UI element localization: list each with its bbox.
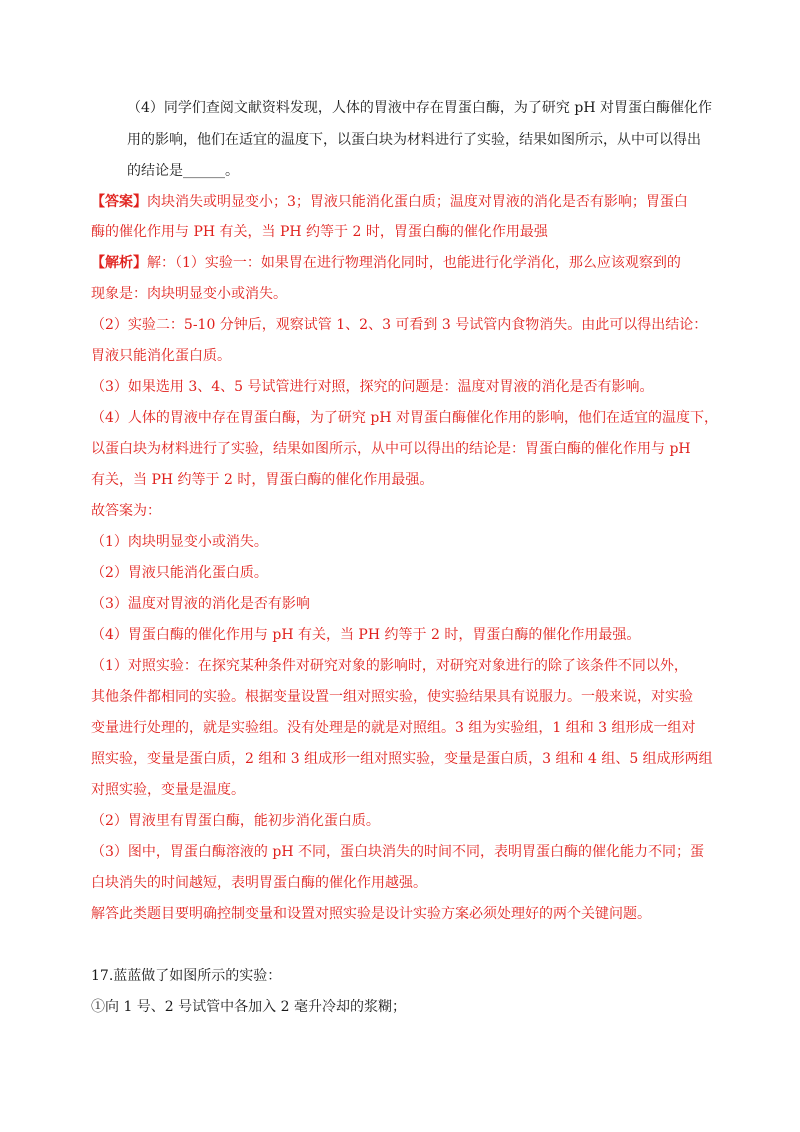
analysis-line-19: （2）胃液里有胃蛋白酶，能初步消化蛋白质。 <box>91 813 380 829</box>
answer-line-2: 酶的催化作用与 PH 有关，当 PH 约等于 2 时，胃蛋白酶的催化作用最强 <box>91 224 548 240</box>
analysis-line-8: 有关，当 PH 约等于 2 时，胃蛋白酶的催化作用最强。 <box>91 472 434 488</box>
analysis-line-2: 现象是：肉块明显变小或消失。 <box>91 286 287 302</box>
analysis-line-14: （1）对照实验：在探究某种条件对研究对象的影响时，对研究对象进行的除了该条件不同以外， <box>91 658 688 674</box>
analysis-line-16: 变量进行处理的，就是实验组。没有处理是的就是对照组。3 组为实验组，1 组和 3 组形成一组对 <box>91 720 696 736</box>
analysis-line-5: （3）如果选用 3、4、5 号试管进行对照，探究的问题是：温度对胃液的消化是否有影响。 <box>91 379 654 395</box>
question-line-2: 用的影响，他们在适宜的温度下，以蛋白块为材料进行了实验，结果如图所示，从中可以得出 <box>127 132 701 148</box>
analysis-text-1: 解：（1）实验一：如果胃在进行物理消化同时，也能进行化学消化，那么应该观察到的 <box>147 255 681 271</box>
analysis-line-13: （4）胃蛋白酶的催化作用与 pH 有关，当 PH 约等于 2 时，胃蛋白酶的催化作用最强。 <box>91 627 641 643</box>
analysis-tag: 【解析】 <box>91 255 147 271</box>
analysis-line-7: 以蛋白块为材料进行了实验，结果如图所示，从中可以得出的结论是：胃蛋白酶的催化作用与 pH <box>91 441 691 457</box>
analysis-line-21: 白块消失的时间越短，表明胃蛋白酶的催化作用越强。 <box>91 875 427 891</box>
analysis-line-1 <box>91 254 681 272</box>
analysis-line-20: （3）图中，胃蛋白酶溶液的 pH 不同，蛋白块消失的时间不同，表明胃蛋白酶的催化能力不同；蛋 <box>91 844 704 860</box>
analysis-line-11: （2）胃液只能消化蛋白质。 <box>91 565 268 581</box>
analysis-line-9: 故答案为： <box>91 503 161 519</box>
analysis-line-10: （1）肉块明显变小或消失。 <box>91 534 268 550</box>
analysis-line-12: （3）温度对胃液的消化是否有影响 <box>91 596 310 612</box>
question-line-3: 的结论是______。 <box>127 163 239 179</box>
analysis-line-6: （4）人体的胃液中存在胃蛋白酶，为了研究 pH 对胃蛋白酶催化作用的影响，他们在适宜的温度下， <box>91 410 718 426</box>
question-line-1: （4）同学们查阅文献资料发现，人体的胃液中存在胃蛋白酶，为了研究 pH 对胃蛋白酶催化作 <box>127 100 712 116</box>
question-17-line-2: ①向 1 号、2 号试管中各加入 2 毫升冷却的浆糊； <box>91 999 406 1015</box>
analysis-line-22: 解答此类题目要明确控制变量和设置对照实验是设计实验方案必须处理好的两个关键问题。 <box>91 906 651 922</box>
answer-tag: 【答案】 <box>91 194 147 210</box>
analysis-line-4: 胃液只能消化蛋白质。 <box>91 348 231 364</box>
analysis-line-17: 照实验，变量是蛋白质，2 组和 3 组成形一组对照实验，变量是蛋白质，3 组和 4 组、5 组成形两组 <box>91 751 713 767</box>
analysis-line-18: 对照实验，变量是温度。 <box>91 782 245 798</box>
question-17-line-1: 17.蓝蓝做了如图所示的实验： <box>91 968 282 984</box>
analysis-line-3: （2）实验二：5-10 分钟后，观察试管 1、2、3 可看到 3 号试管内食物消失。由此可以得出结论： <box>91 317 708 333</box>
answer-text-1: 肉块消失或明显变小；3；胃液只能消化蛋白质；温度对胃液的消化是否有影响；胃蛋白 <box>147 194 688 210</box>
answer-line-1 <box>91 193 688 211</box>
analysis-line-15: 其他条件都相同的实验。根据变量设置一组对照实验，使实验结果具有说服力。一般来说，对实验 <box>91 689 693 705</box>
